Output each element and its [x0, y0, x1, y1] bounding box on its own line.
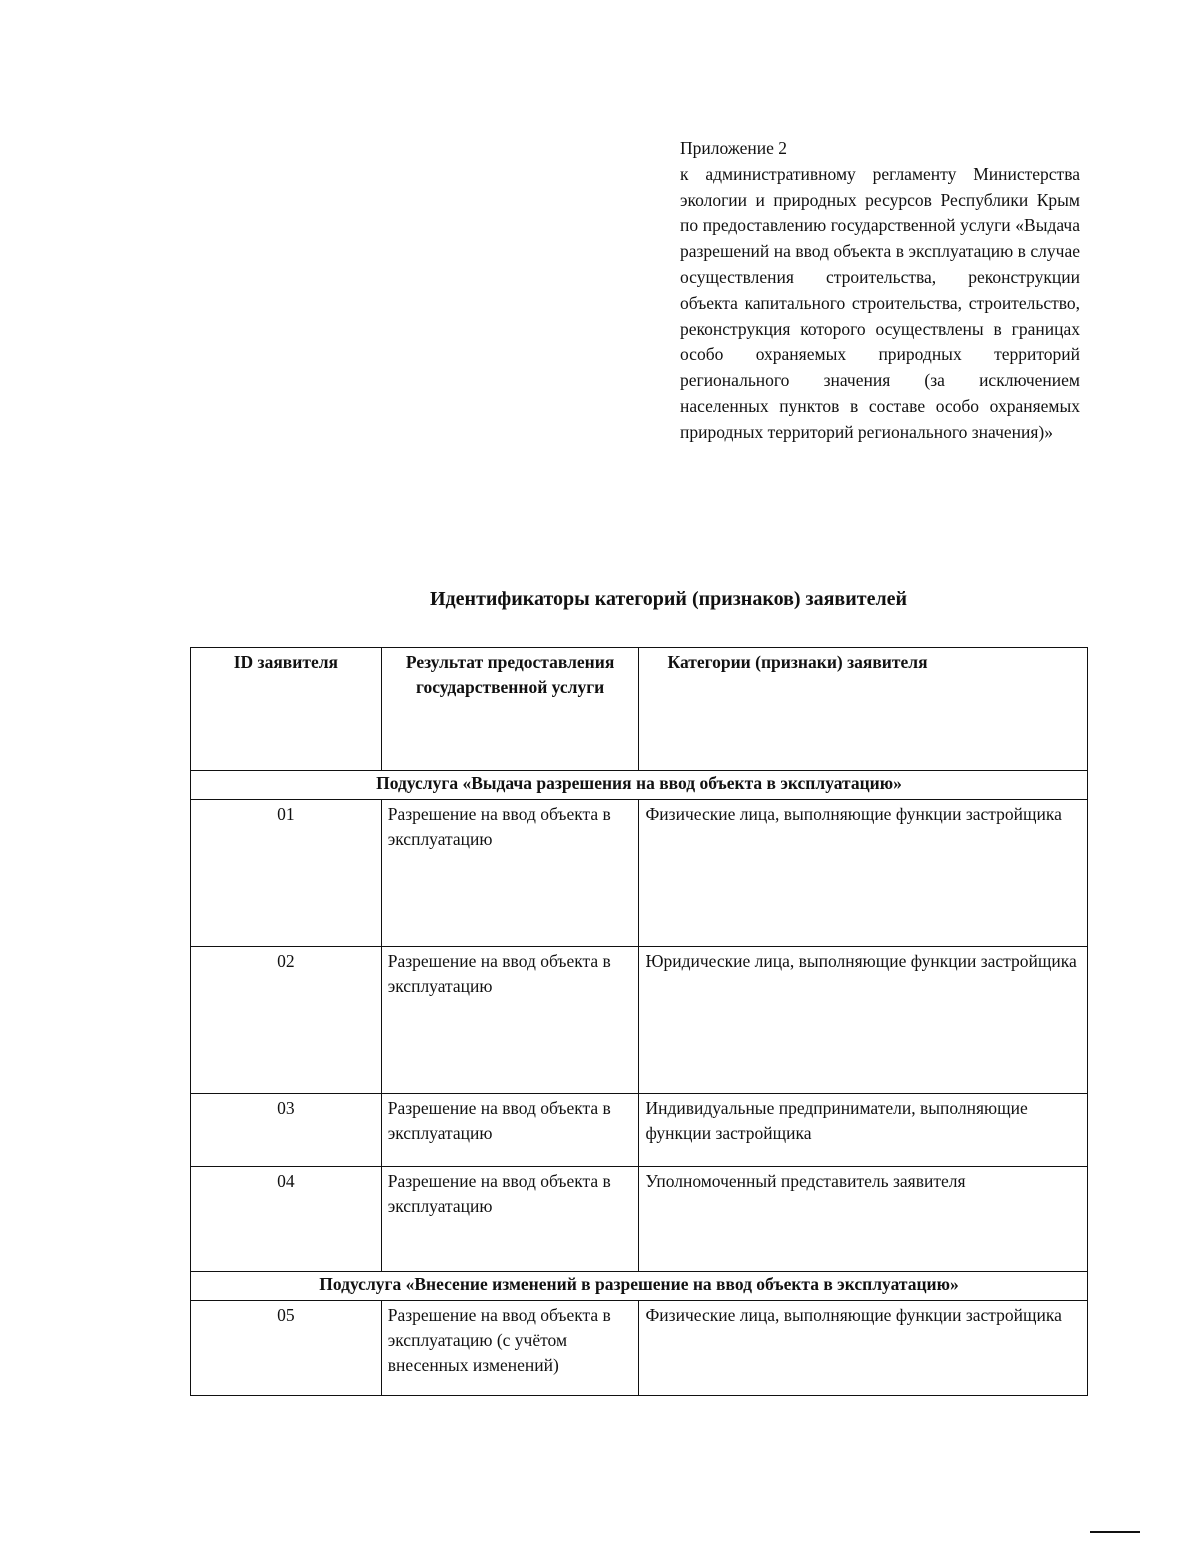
- appendix-number: Приложение 2: [680, 138, 788, 158]
- row-category: Индивидуальные предприниматели, выполняющие функции застройщика: [639, 1094, 1088, 1167]
- table-header-row: [191, 648, 1088, 771]
- row-result: Разрешение на ввод объекта в эксплуатацию: [381, 1167, 639, 1272]
- subservice-row-2: [191, 1272, 1088, 1301]
- row-id: 05: [191, 1301, 382, 1396]
- appendix-body: к административному регламенту Министерства экологии и природных ресурсов Республики Крым по предоставлению государственной услуги «Выдача разрешений на ввод объекта в эксплуатацию в случае осуществления строительства, реконструкции объекта капитального строительства, строительство, реконструкция которого осуществлены в границах особо охраняемых природных территорий регионального значения (за исключением населенных пунктов в составе особо охраняемых природных территорий регионального значения)»: [680, 163, 1080, 442]
- table-row: [191, 1167, 1088, 1272]
- row-id: 01: [191, 800, 382, 947]
- subservice-1-label: Подуслуга «Выдача разрешения на ввод объекта в эксплуатацию»: [191, 771, 1088, 800]
- row-result: Разрешение на ввод объекта в эксплуатацию: [381, 800, 639, 947]
- row-id: 02: [191, 947, 382, 1094]
- row-id: 04: [191, 1167, 382, 1272]
- header-result: Результат предоставления государственной услуги: [381, 648, 639, 771]
- header-id: ID заявителя: [191, 648, 382, 771]
- table-row: [191, 1094, 1088, 1167]
- row-category: Юридические лица, выполняющие функции застройщика: [639, 947, 1088, 1094]
- appendix-block: [680, 136, 1080, 446]
- subservice-row-1: [191, 771, 1088, 800]
- table-row: [191, 800, 1088, 947]
- row-result: Разрешение на ввод объекта в эксплуатацию (с учётом внесенных изменений): [381, 1301, 639, 1396]
- row-result: Разрешение на ввод объекта в эксплуатацию: [381, 947, 639, 1094]
- page-mark-line: [1090, 1531, 1140, 1533]
- row-category: Физические лица, выполняющие функции застройщика: [639, 1301, 1088, 1396]
- row-category: Уполномоченный представитель заявителя: [639, 1167, 1088, 1272]
- table-row: [191, 1301, 1088, 1396]
- row-id: 03: [191, 1094, 382, 1167]
- document-title: [0, 588, 1200, 611]
- row-result: Разрешение на ввод объекта в эксплуатацию: [381, 1094, 639, 1167]
- row-category: Физические лица, выполняющие функции застройщика: [639, 800, 1088, 947]
- table-row: [191, 947, 1088, 1094]
- subservice-2-label: Подуслуга «Внесение изменений в разрешение на ввод объекта в эксплуатацию»: [191, 1272, 1088, 1301]
- applicant-id-table: [190, 647, 1088, 1396]
- document-title-text: Идентификаторы категорий (признаков) заявителей: [430, 588, 908, 610]
- header-category: Категории (признаки) заявителя: [639, 648, 1088, 771]
